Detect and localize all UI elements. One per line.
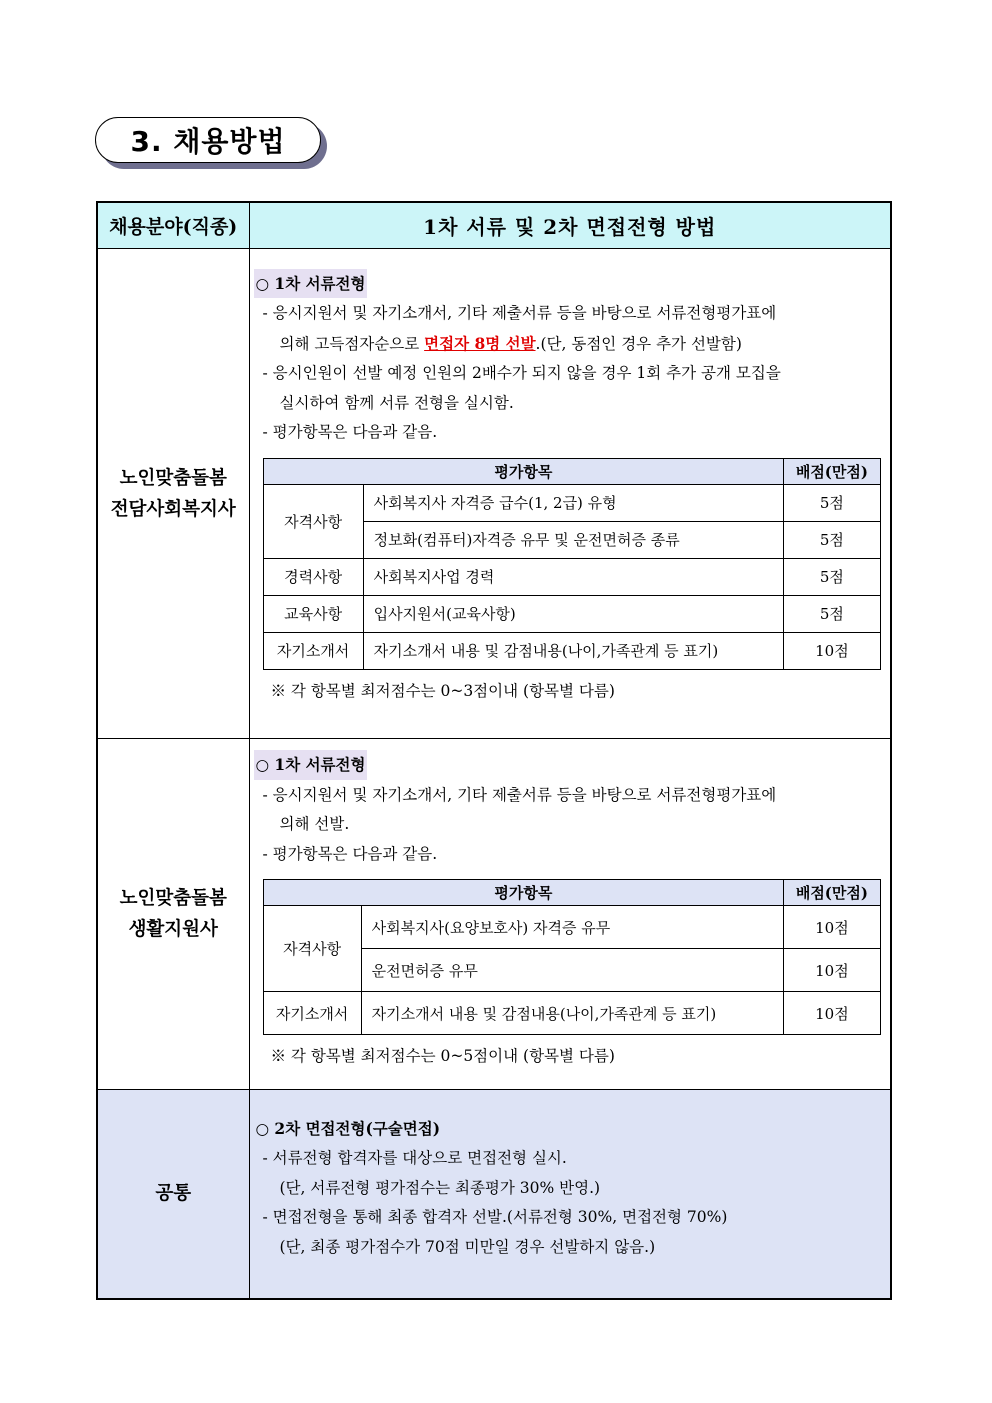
subheading: ○ 1차 서류전형 <box>254 269 368 299</box>
note: ※ 각 항목별 최저점수는 0~3점이내 (항목별 다름) <box>270 681 615 700</box>
eval-header-row: 평가항목 배점(만점) <box>263 880 880 906</box>
method-common: ○ 2차 면접전형(구술면접) - 서류전형 합격자를 대상으로 면접전형 실시. (단, 서류전형 평가점수는 최종평가 30% 반영.) - 면접전형을 통해 최종 합격자 선발.(서류전형 30%, 면접전형 70%) (단, 최종 평가점수가 70점 미만일 경우 선발하지 않음.) <box>249 1090 891 1299</box>
header-field: 채용분야(직종) <box>97 202 249 249</box>
table-header-row <box>97 202 891 249</box>
eval-header-row: 평가항목 배점(만점) <box>263 458 880 484</box>
table-row: 자기소개서 자기소개서 내용 및 감점내용(나이,가족관계 등 표기) 10점 <box>263 992 880 1035</box>
subheading: ○ 1차 서류전형 <box>254 750 368 780</box>
row-social-worker <box>97 249 891 739</box>
method-social-worker: ○ 1차 서류전형 - 응시지원서 및 자기소개서, 기타 제출서류 등을 바탕으로 서류전형평가표에 의해 고득점자순으로 면접자 8명 선발.(단, 동점인 경우 추가 선발함) - 응시인원이 선발 예정 인원의 2배수가 되지 않을 경우 1회 추가 공개 모집을 실시하여 함께 서류 전형을 실시함. - 평가항목은 다음과 같음. 평가항목 배점(만점) 자격사항 사회복지사 자격증 급수(1, 2급) 유형 5점 정보화(컴퓨터)자격증 유무 및 운전면허증 종류 5점 경력사항 사회복지사업 경력 5점 교육사항 입사지원서(교육사항) 5점 자기소개서 자기소개서 내용 및 감점내용(나이,가족관계 등 표기) 10점 ※ 각 항목별 최저점수는 0~3점이내 (항목별 다름) <box>249 249 891 739</box>
table-row: 운전면허증 유무 10점 <box>263 949 880 992</box>
table-row: 정보화(컴퓨터)자격증 유무 및 운전면허증 종류 5점 <box>263 521 880 558</box>
table-row: 자격사항 사회복지사 자격증 급수(1, 2급) 유형 5점 <box>263 484 880 521</box>
category-common: 공통 <box>97 1090 249 1299</box>
method-life-supporter: ○ 1차 서류전형 - 응시지원서 및 자기소개서, 기타 제출서류 등을 바탕으로 서류전형평가표에 의해 선발. - 평가항목은 다음과 같음. 평가항목 배점(만점) 자격사항 사회복지사(요양보호사) 자격증 유무 10점 운전면허증 유무 10점 자기소개서 자기소개서 내용 및 감점내용(나이,가족관계 등 표기) 10점 ※ 각 항목별 최저점수는 0~5점이내 (항목별 다름) <box>249 739 891 1090</box>
table-row: 자기소개서 자기소개서 내용 및 감점내용(나이,가족관계 등 표기) 10점 <box>263 632 880 669</box>
evaluation-table <box>263 458 881 670</box>
section-title-badge <box>95 117 321 163</box>
highlight-selection-count: 면접자 8명 선발 <box>424 333 536 353</box>
table-row: 경력사항 사회복지사업 경력 5점 <box>263 558 880 595</box>
header-method: 1차 서류 및 2차 면접전형 방법 <box>249 202 891 249</box>
evaluation-table <box>263 879 881 1035</box>
category-social-worker: 노인맞춤돌봄 전담사회복지사 <box>97 249 249 739</box>
category-life-supporter: 노인맞춤돌봄 생활지원사 <box>97 739 249 1090</box>
section-title: 3. 채용방법 <box>95 117 321 163</box>
row-life-supporter <box>97 739 891 1090</box>
subheading: ○ 2차 면접전형(구술면접) <box>255 1118 441 1138</box>
recruitment-method-table <box>96 201 892 1300</box>
row-common <box>97 1090 891 1299</box>
table-row: 자격사항 사회복지사(요양보호사) 자격증 유무 10점 <box>263 906 880 949</box>
note: ※ 각 항목별 최저점수는 0~5점이내 (항목별 다름) <box>270 1047 615 1065</box>
table-row: 교육사항 입사지원서(교육사항) 5점 <box>263 595 880 632</box>
